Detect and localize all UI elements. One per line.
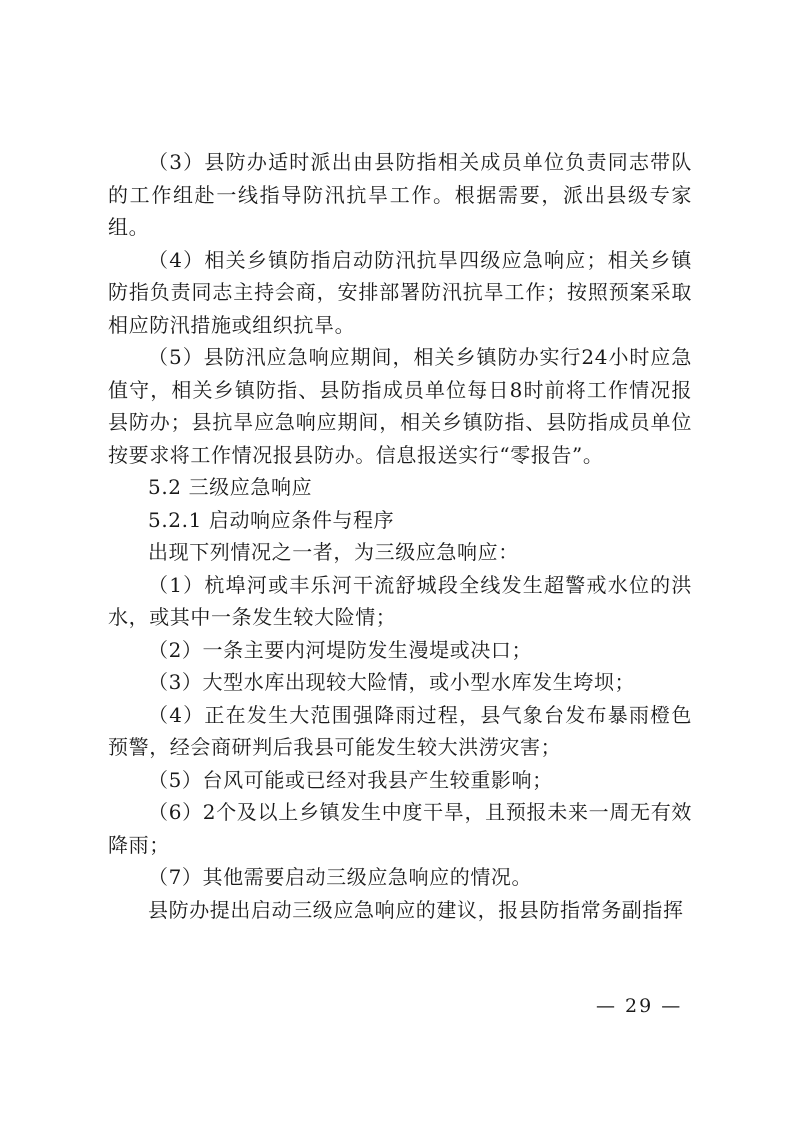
condition-item-3: （3）大型水库出现较大险情，或小型水库发生垮坝； (148, 670, 636, 694)
section-heading-5-2: 5.2 三级应急响应 (148, 475, 313, 499)
page-number: — 29 — (596, 995, 683, 1017)
condition-item-1: （1）杭埠河或丰乐河干流舒城段全线发生超警戒水位的洪水，或其中一条发生较大险情； (108, 572, 692, 629)
paragraph-5-duty-reporting: （5）县防汛应急响应期间，相关乡镇防办实行24小时应急值守，相关乡镇防指、县防指成员单位每日8时前将工作情况报县防办；县抗旱应急响应期间，相关乡镇防指、县防指成员单位按要求将工作情况报县防办。信息报送实行“零报告”。 (108, 345, 692, 467)
paragraph-4-township-response: （4）相关乡镇防指启动防汛抗旱四级应急响应；相关乡镇防指负责同志主持会商，安排部署防汛抗旱工作；按照预案采取相应防汛措施或组织抗旱。 (108, 247, 692, 337)
section-heading-5-2-1: 5.2.1 启动响应条件与程序 (148, 507, 395, 532)
condition-item-4: （4）正在发生大范围强降雨过程，县气象台发布暴雨橙色预警，经会商研判后我县可能发生较大洪涝灾害； (108, 702, 692, 759)
body-text (108, 146, 692, 926)
condition-item-7: （7）其他需要启动三级应急响应的情况。 (148, 865, 533, 889)
condition-item-2: （2）一条主要内河堤防发生漫堤或决口； (148, 637, 533, 662)
paragraph-proposal: 县防办提出启动三级应急响应的建议，报县防指常务副指挥 (148, 897, 684, 922)
paragraph-conditions-intro: 出现下列情况之一者，为三级应急响应： (148, 540, 519, 564)
condition-item-5: （5）台风可能或已经对我县产生较重影响； (148, 767, 553, 792)
paragraph-3-worker-group: （3）县防办适时派出由县防指相关成员单位负责同志带队的工作组赴一线指导防汛抗旱工作。根据需要，派出县级专家组。 (108, 150, 692, 239)
condition-item-6: （6）2个及以上乡镇发生中度干旱，且预报未来一周无有效降雨； (108, 800, 692, 857)
